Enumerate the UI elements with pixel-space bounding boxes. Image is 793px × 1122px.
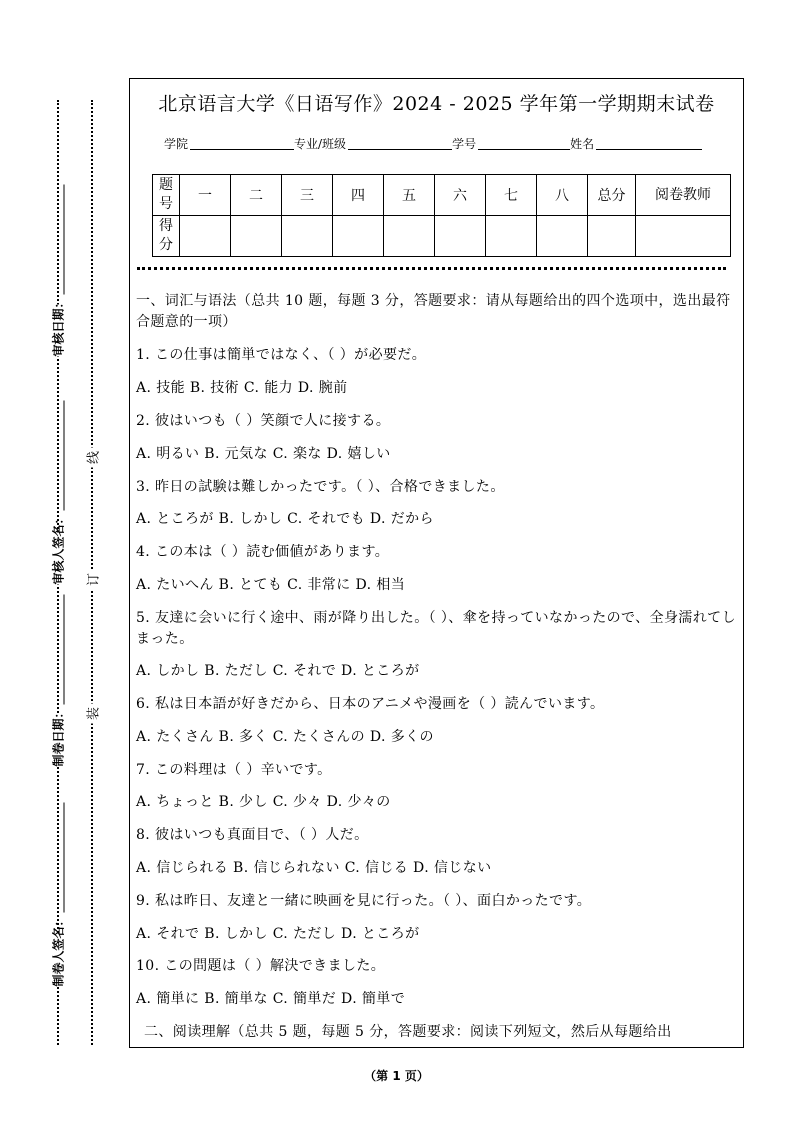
college-field[interactable] bbox=[190, 137, 294, 150]
exam-frame bbox=[129, 78, 744, 1048]
score-cell[interactable] bbox=[435, 216, 486, 257]
question-2-options: A. 明るい B. 元気な C. 楽な D. 嬉しい bbox=[136, 446, 391, 462]
question-1-options: A. 技能 B. 技術 C. 能力 D. 腕前 bbox=[136, 380, 348, 396]
name-label: 姓名 bbox=[570, 137, 595, 151]
score-cell[interactable] bbox=[231, 216, 282, 257]
page-number: （第 1 页） bbox=[364, 1069, 429, 1083]
score-table bbox=[152, 174, 731, 257]
score-cell[interactable] bbox=[333, 216, 384, 257]
question-10-options: A. 簡単に B. 簡単な C. 簡単だ D. 簡単で bbox=[136, 991, 406, 1007]
student-id-label: 学号 bbox=[452, 137, 477, 151]
question-7-options: A. ちょっと B. 少し C. 少々 D. 少々の bbox=[136, 794, 391, 810]
score-table-score-row bbox=[153, 216, 731, 257]
reviewer-signature-field[interactable]: 审核人签名： bbox=[50, 533, 67, 585]
score-label: 得分 bbox=[153, 216, 180, 257]
question-9-options: A. それで B. しかし C. ただし D. ところが bbox=[136, 926, 420, 942]
question-1: 1. この仕事は簡単ではなく、（ ）が必要だ。 bbox=[136, 347, 427, 363]
major-label: 专业/班级 bbox=[294, 137, 347, 151]
question-2: 2. 彼はいつも（ ）笑顔で人に接する。 bbox=[136, 413, 391, 429]
question-5-options: A. しかし B. ただし C. それで D. ところが bbox=[136, 663, 420, 679]
major-field[interactable] bbox=[348, 137, 452, 150]
question-6-header: 六 bbox=[435, 175, 486, 216]
question-7-header: 七 bbox=[486, 175, 537, 216]
student-id-field[interactable] bbox=[478, 137, 570, 150]
review-date-field[interactable]: 审核日期： bbox=[50, 305, 67, 357]
question-3-header: 三 bbox=[282, 175, 333, 216]
question-8: 8. 彼はいつも真面目で、（ ）人だ。 bbox=[136, 827, 369, 843]
total-score-cell[interactable] bbox=[588, 216, 636, 257]
name-field[interactable] bbox=[596, 137, 702, 150]
bind-char-bind: 装 bbox=[83, 704, 102, 724]
score-cell[interactable] bbox=[282, 216, 333, 257]
score-cell[interactable] bbox=[486, 216, 537, 257]
reviewer-cell[interactable] bbox=[636, 216, 731, 257]
section1-heading: 一、词汇与语法（总共 10 题，每题 3 分，答题要求：请从每题给出的四个选项中，选出最符合题意的一项） bbox=[136, 293, 731, 330]
score-cell[interactable] bbox=[384, 216, 435, 257]
total-header: 总分 bbox=[588, 175, 636, 216]
question-1-header: 一 bbox=[180, 175, 231, 216]
score-cell[interactable] bbox=[537, 216, 588, 257]
binding-line-column bbox=[80, 100, 104, 1045]
college-label: 学院 bbox=[164, 137, 189, 151]
question-4: 4. この本は（ ）読む価値があります。 bbox=[136, 544, 390, 560]
question-4-header: 四 bbox=[333, 175, 384, 216]
score-cell[interactable] bbox=[180, 216, 231, 257]
paper-date-field[interactable]: 制卷日期： bbox=[50, 715, 67, 767]
question-5-header: 五 bbox=[384, 175, 435, 216]
student-info-row bbox=[164, 135, 702, 152]
binding-signature-column bbox=[28, 100, 88, 1045]
question-7: 7. この料理は（ ）辛いです。 bbox=[136, 762, 332, 778]
question-9: 9. 私は昨日、友達と一緒に映画を見に行った。（ ）、面白かったです。 bbox=[136, 893, 592, 909]
reviewer-header: 阅卷教师 bbox=[636, 175, 731, 216]
question-number-label: 题号 bbox=[153, 175, 180, 216]
question-6-options: A. たくさん B. 多く C. たくさんの D. 多くの bbox=[136, 729, 434, 745]
question-8-header: 八 bbox=[537, 175, 588, 216]
bind-char-line: 线 bbox=[83, 448, 102, 468]
question-10: 10. この問題は（ ）解決できました。 bbox=[136, 958, 386, 974]
score-table-header-row bbox=[153, 175, 731, 216]
question-8-options: A. 信じられる B. 信じられない C. 信じる D. 信じない bbox=[136, 860, 492, 876]
paper-maker-signature-field[interactable]: 制卷人签名： bbox=[50, 935, 67, 987]
dotted-separator bbox=[137, 267, 726, 270]
question-4-options: A. たいへん B. とても C. 非常に D. 相当 bbox=[136, 577, 406, 593]
section2-heading: 二、阅读理解（总共 5 题，每题 5 分，答题要求：阅读下列短文，然后从每题给出 bbox=[144, 1024, 672, 1040]
question-6: 6. 私は日本語が好きだから、日本のアニメや漫画を（ ）読んでいます。 bbox=[136, 696, 605, 712]
bind-char-staple: 订 bbox=[83, 570, 102, 590]
question-3-options: A. ところが B. しかし C. それでも D. だから bbox=[136, 511, 434, 527]
question-3: 3. 昨日の試験は難しかったです。（ ）、合格できました。 bbox=[136, 479, 505, 495]
question-2-header: 二 bbox=[231, 175, 282, 216]
exam-title: 北京语言大学《日语写作》2024 - 2025 学年第一学期期末试卷 bbox=[158, 93, 715, 115]
question-5: 5. 友達に会いに行く途中、雨が降り出した。（ ）、傘を持っていなかったので、全身濡れてしまった。 bbox=[136, 610, 736, 647]
